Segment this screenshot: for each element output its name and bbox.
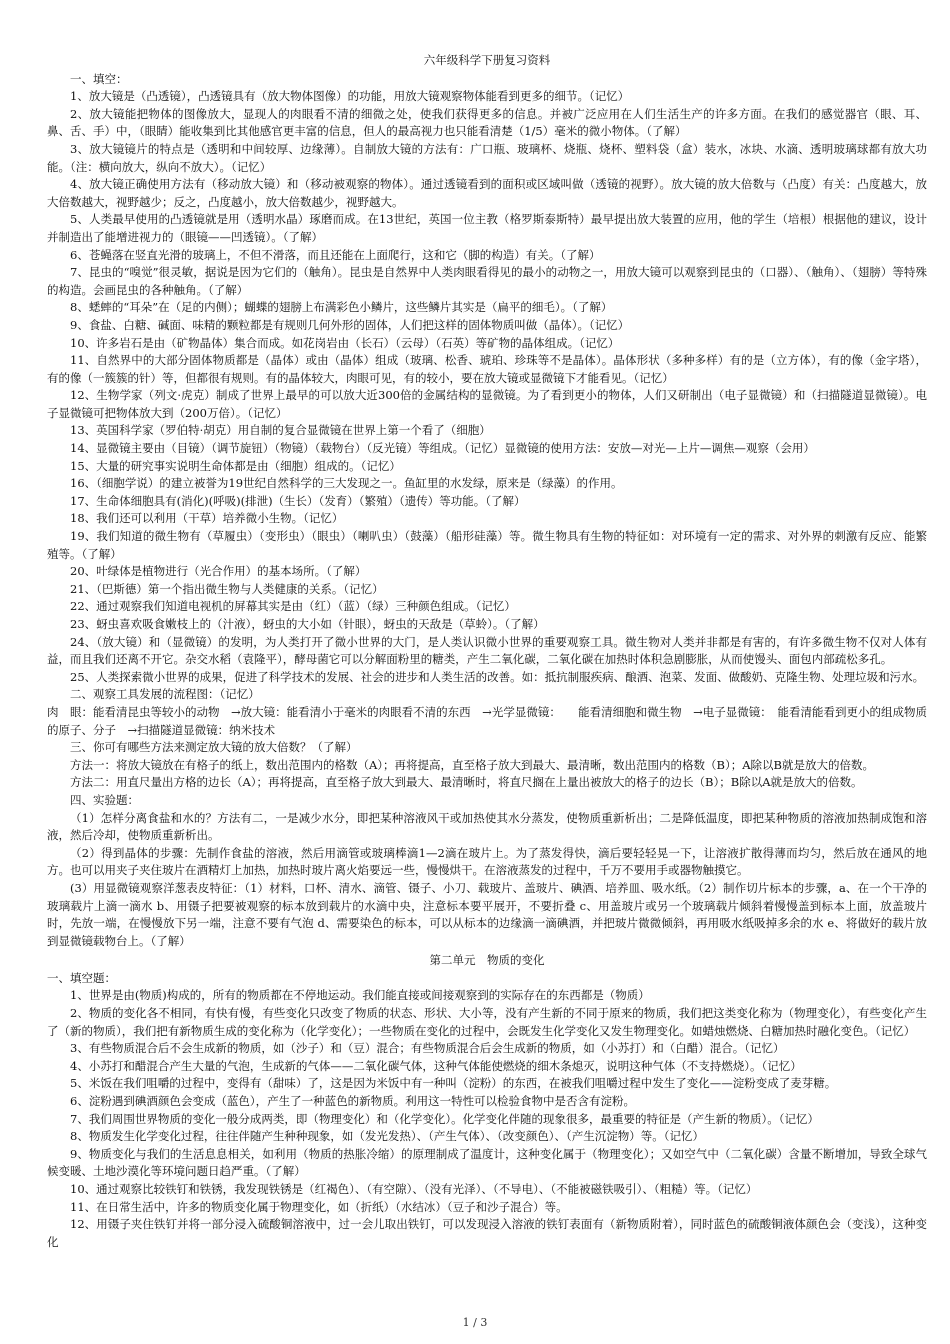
page-number: 1 / 3 [462,1316,488,1329]
fill-item: 13、英国科学家（罗伯特·胡克）用自制的复合显微镜在世界上第一个看了（细胞） [70,423,491,438]
fill-item: 9、食盐、白糖、碱面、味精的颗粒都是有规则几何外形的固体，人们把这样的固体物质叫做（晶体）。（记忆） [70,317,630,332]
method-one: 方法一：将放大镜放在有格子的纸上，数出范围内的格数（A）；再将提高，直至格子放大到最大、最清晰，数出范围内的格数（B）；A除以B就是放大的倍数。 [70,757,875,772]
document-body [47,52,927,1251]
fill-item: 12、生物学家（列文·虎克）制成了世界上最早的可以放大近300倍的金属结构的显微镜。为了看到更小的物体，人们又研制出（电子显微镜）和（扫描隧道显微镜）。电子显微镜可把物体放大到（200万倍）。（记忆） [47,388,927,420]
fill-item: 25、人类探索微小世界的成果，促进了科学技术的发展、社会的进步和人类生活的改善。如：抵抗制服疾病、酿酒、泡菜、发面、做酸奶、克隆生物、处理垃圾和污水。 [70,669,925,684]
fill-item: 5、米饭在我们咀嚼的过程中，变得有（甜味）了，这是因为米饭中有一种叫（淀粉）的东西，在被我们咀嚼过程中发生了变化——淀粉变成了麦芽糖。 [70,1076,837,1091]
section2-heading: 二、观察工具发展的流程图：（记忆） [70,687,260,702]
fill-item: 3、有些物质混合后不会生成新的物质，如（沙子）和（豆）混合；有些物质混合后会生成新的物质，如（小苏打）和（白醋）混合。（记忆） [70,1041,785,1056]
fill-item: 6、苍蝇落在竖直光滑的玻璃上，不但不滑落，而且还能在上面爬行，这和它（脚的构造）有关。（了解） [70,247,601,262]
fill-item: 4、放大镜正确使用方法有（移动放大镜）和（移动被观察的物体）。通过透镜看到的面积或区域叫做（透镜的视野）。放大镜的放大倍数与（凸度）有关：凸度越大，放大倍数越大，视野越少；反之，凸度越小，放大倍数越少，视野越大。 [47,177,927,209]
fill-item: 23、蚜虫喜欢吸食嫩枝上的（汁液），蚜虫的大小如（针眼），蚜虫的天敌是（草蛉）。（了解） [70,617,545,631]
fill-item: 5、人类最早使用的凸透镜就是用（透明水晶）琢磨而成。在13世纪，英国一位主教（格罗斯泰斯特）最早提出放大装置的应用，他的学生（培根）根据他的建议，设计并制造出了能增进视力的（眼镜——凹透镜）。（了解） [47,212,927,244]
fill-item: 14、显微镜主要由（目镜）（调节旋钮）（物镜）（载物台）（反光镜）等组成。（记忆）显微镜的使用方法：安放—对光—上片—调焦—观察（会用） [70,441,815,456]
fill-item: 11、自然界中的大部分固体物质都是（晶体）或由（晶体）组成（玻璃、松香、琥珀、珍珠等不是晶体）。晶体形状（多种多样）有的是（立方体），有的像（金字塔），有的像（一簇簇的针）等，但都很有规则。有的晶体较大，肉眼可见，有的较小，要在放大镜或显微镜下才能看见。（记忆） [47,353,927,385]
experiment-item: （2）得到晶体的步骤：先制作食盐的溶液，然后用滴管或玻璃棒滴1—2滴在玻片上。为了蒸发得快，滴后要轻轻晃一下，让溶液扩散得薄而均匀，然后放在通风的地方。也可以用夹子夹住玻片在酒精灯上加热，加热时玻片离火焰要远一些，慢慢烘干。在溶液蒸发的过程中，千万不要用手或器物触摸它。 [47,845,927,878]
experiment-item: (3）用显微镜观察洋葱表皮特征：（1）材料，口杯、清水、滴管、镊子、小刀、载玻片、盖玻片、碘酒、培养皿、吸水纸。（2）制作切片标本的步骤，a、在一个干净的玻璃载片上滴一滴水 b、用镊子把要被观察的标本放到载片的水滴中央，注意标本要平展开，不要折叠 c、用盖玻片或另一个玻璃载片倾斜着慢慢盖到标本上面，放盖玻片时，先放一端，在慢慢放下另一端，注意不要有气泡 d、需要染色的标本，可以从标本的边缘滴一滴碘酒，并把玻片微微倾斜，再用吸水纸吸掉多余的水 e、将做好的载片放到显微镜载物台上。（了解） [47,880,927,948]
fill-item: 20、叶绿体是植物进行（光合作用）的基本场所。（了解） [70,564,367,579]
fill-item: 22、通过观察我们知道电视机的屏幕其实是由（红）（蓝）（绿）三种颜色组成。（记忆） [70,599,516,614]
fill-item: 24、（放大镜）和（显微镜）的发明，为人类打开了微小世界的大门，是人类认识微小世界的重要观察工具。微生物对人类并非都是有害的，有许多微生物不仅对人体有益，而且我们还离不开它。杂交水稻（袁隆平），酵母菌它可以分解面粉里的糖类，产生二氧化碳，二氧化碳在加热时体积急剧膨胀，从而使馒头、面包内部疏松多孔。 [47,634,927,667]
fill-item: 2、放大镜能把物体的图像放大，显现人的肉眼看不清的细微之处，使我们获得更多的信息。并被广泛应用在人们生活生产的许多方面。在我们的感觉器官（眼、耳、鼻、舌、手）中，（眼睛）能收集到比其他感官更丰富的信息，但人的最高视力也只能看清楚（1/5）毫米的微小物体。（了解） [47,106,927,139]
fill-item: 3、放大镜镜片的特点是（透明和中间较厚、边缘薄）。自制放大镜的方法有：广口瓶、玻璃杯、烧瓶、烧杯、塑料袋（盒）装水，冰块、水滴、透明玻璃球都有放大功能。（注：横向放大，纵向不放大）。（记忆） [47,141,927,174]
fill-item: 18、我们还可以利用（干草）培养微小生物。（记忆） [70,511,344,526]
fill-item: 8、物质发生化学变化过程，往往伴随产生种种现象，如（发光发热）、（产生气体）、（改变颜色）、（产生沉淀物）等。（记忆） [70,1129,705,1144]
fill-item: 7、昆虫的“嗅觉”很灵敏，据说是因为它们的（触角）。昆虫是自然界中人类肉眼看得见的最小的动物之一，用放大镜可以观察到昆虫的（口器）、（触角）、（翅膀）等特殊的构造。会画昆虫的各种触角。（了解） [47,265,927,297]
fill-item: 21、（巴斯德）第一个指出微生物与人类健康的关系。（记忆） [70,581,384,596]
fill-item: 9、物质变化与我们的生活息息相关，如利用（物质的热胀冷缩）的原理制成了温度计，这种变化属于（物理变化）；又如空气中（二氧化碳）含量不断增加，导致全球气候变暖、土地沙漠化等环境问题日趋严重。（了解） [47,1146,927,1179]
unit2-title: 第二单元 物质的变化 [429,953,545,968]
fill-item: 12、用镊子夹住铁钉并将一部分浸入硫酸铜溶液中，过一会儿取出铁钉，可以发现浸入溶液的铁钉表面有（新物质附着），同时蓝色的硫酸铜液体颜色会（变浅），这种变化 [47,1217,927,1249]
fill-item: 17、生命体细胞具有(消化)(呼吸)(排泄)（生长）（发育）（繁殖）（遗传）等功能。（了解） [70,493,526,508]
document-title: 六年级科学下册复习资料 [423,53,551,67]
fill-item: 10、通过观察比较铁钉和铁锈，我发现铁锈是（红褐色）、（有空隙）、（没有光泽）、（不导电）、（不能被磁铁吸引）、（粗糙）等。（记忆） [70,1182,758,1196]
fill-item: 11、在日常生活中，许多的物质变化属于物理变化，如（折纸）（水结冰）（豆子和沙子混合）等。 [70,1199,568,1214]
tool-flow-chart: 肉 眼：能看清昆虫等较小的动物 →放大镜：能看清小于毫米的肉眼看不清的东西 →光学显微镜： 能看清细胞和微生物 →电子显微镜： 能看清能看到更小的组成物质的原子、分子 →扫描隧道显微镜：纳米技术 [47,704,927,737]
fill-item: 16、（细胞学说）的建立被誉为19世纪自然科学的三大发现之一。鱼缸里的水发绿，原来是（绿藻）的作用。 [70,476,623,491]
fill-item: 10、许多岩石是由（矿物晶体）集合而成。如花岗岩由（长石）（云母）（石英）等矿物的晶体组成。（记忆） [70,335,620,350]
fill-item: 8、蟋蟀的“耳朵”在（足的内侧）；蝴蝶的翅膀上布满彩色小鳞片，这些鳞片其实是（扁平的细毛）。（了解） [70,300,613,315]
unit2-list [47,987,927,1251]
fill-item: 19、我们知道的微生物有（草履虫）（变形虫）（眼虫）（喇叭虫）（鼓藻）（船形硅藻）等。微生物具有生物的特征如：对环境有一定的需求、对外界的刺激有反应、能繁殖等。（了解） [47,529,927,561]
section4-heading: 四、实验题： [70,792,139,807]
fill-item: 4、小苏打和醋混合产生大量的气泡，生成新的气体——二氧化碳气体，这种气体能使燃烧的细木条熄灭，说明这种气体（不支持燃烧）。（记忆） [70,1058,802,1073]
fill-item: 1、放大镜是（凸透镜），凸透镜具有（放大物体图像）的功能，用放大镜观察物体能看到更多的细节。（记忆） [70,89,630,104]
fill-item: 6、淀粉遇到碘酒颜色会变成（蓝色），产生了一种蓝色的新物质。利用这一特性可以检验食物中是否含有淀粉。 [70,1094,636,1109]
section1-heading: 一、填空： [70,71,128,86]
fill-item: 1、世界是由(物质)构成的，所有的物质都在不停地运动。我们能直接或间接观察到的实际存在的东西都是（物质） [70,988,650,1003]
section3-heading: 三、你可有哪些方法来测定放大镜的放大倍数？（了解） [70,740,358,755]
unit2-heading: 一、填空题： [47,970,116,985]
section1-list [47,88,927,686]
fill-item: 15、大量的研究事实说明生命体都是由（细胞）组成的。（记忆） [70,458,401,473]
experiment-item: （1）怎样分离食盐和水的？方法有二，一是减少水分，即把某种溶液风干或加热使其水分蒸发，使物质重新析出；二是降低温度，即把某种物质的溶液加热制成饱和溶液，然后冷却，使物质重新析出。 [47,810,927,843]
fill-item: 2、物质的变化各不相同，有快有慢，有些变化只改变了物质的状态、形状、大小等，没有产生新的不同于原来的物质，我们把这类变化称为（物理变化），有些变化产生了（新的物质），我们把有新物质生成的变化称为（化学变化）；一些物质在变化的过程中，会既发生化学变化又发生物理变化。如蜡烛燃烧、白糖加热时融化变色。（记忆） [47,1006,927,1038]
method-two: 方法二：用直尺量出方格的边长（A）；再将提高，直至格子放大到最大、最清晰时，将直尺搁在上量出被放大的格子的边长（B）；B除以A就是放大的倍数。 [70,775,863,790]
fill-item: 7、我们周围世界物质的变化一般分成两类，即（物理变化）和（化学变化）。化学变化伴随的现象很多，最重要的特征是（产生新的物质）。（记忆） [70,1111,820,1126]
